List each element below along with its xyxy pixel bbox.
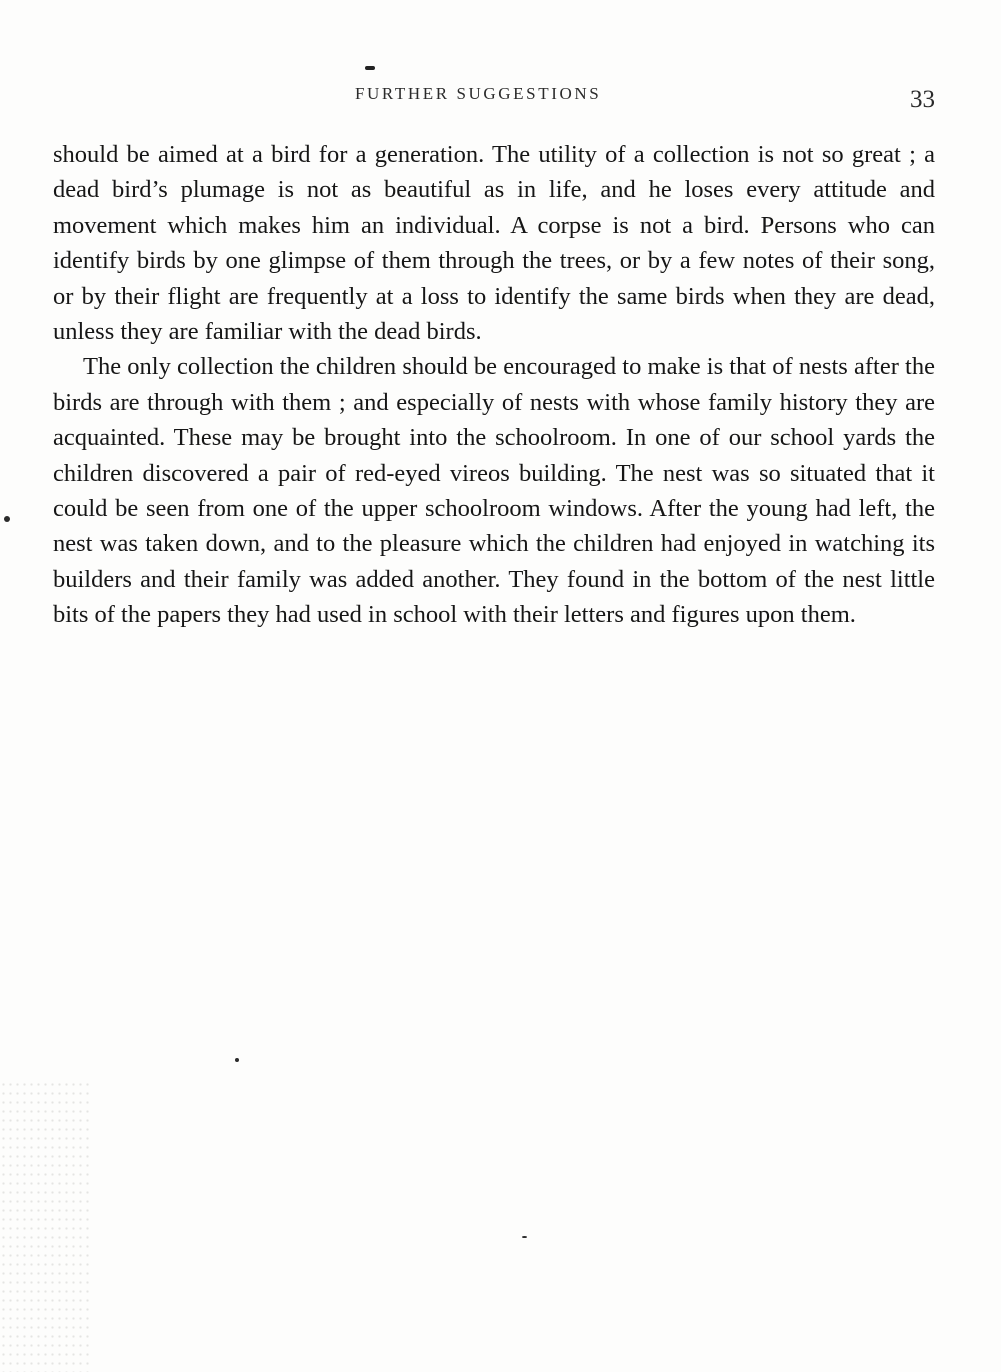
ink-mark xyxy=(365,66,375,70)
ink-speck xyxy=(522,1236,527,1238)
body-text xyxy=(53,137,935,633)
ink-speck xyxy=(4,516,10,522)
running-head: FURTHER SUGGESTIONS xyxy=(355,84,602,103)
page-number: 33 xyxy=(910,86,935,113)
ink-speck xyxy=(235,1058,239,1062)
margin-speckle xyxy=(0,1080,90,1372)
paragraph-continued: should be aimed at a bird for a generation. The utility of a collection is not so great ; a dead bird’s plumage is not as beautiful as in life, and he loses every attitude and movement which makes him an individual. A corpse is not a bird. Persons who can identify birds by one glimpse of them through the trees, or by a few notes of their song, or by their flight are frequently at a loss to identify the same birds when they are dead, unless they are familiar with the dead birds. xyxy=(53,141,935,346)
paragraph-collections: The only collection the children should be encouraged to make is that of nests after the birds are through with them ; and especially of nests with whose family history they are acquainted. These may be brought into the schoolroom. In one of our school yards the children discovered a pair of red-eyed vireos building. The nest was so situated that it could be seen from one of the upper schoolroom windows. After the young had left, the nest was taken down, and to the pleasure which the children had enjoyed in watching its builders and their family was added another. They found in the bottom of the nest little bits of the papers they had used in school with their letters and figures upon them. xyxy=(53,353,935,629)
